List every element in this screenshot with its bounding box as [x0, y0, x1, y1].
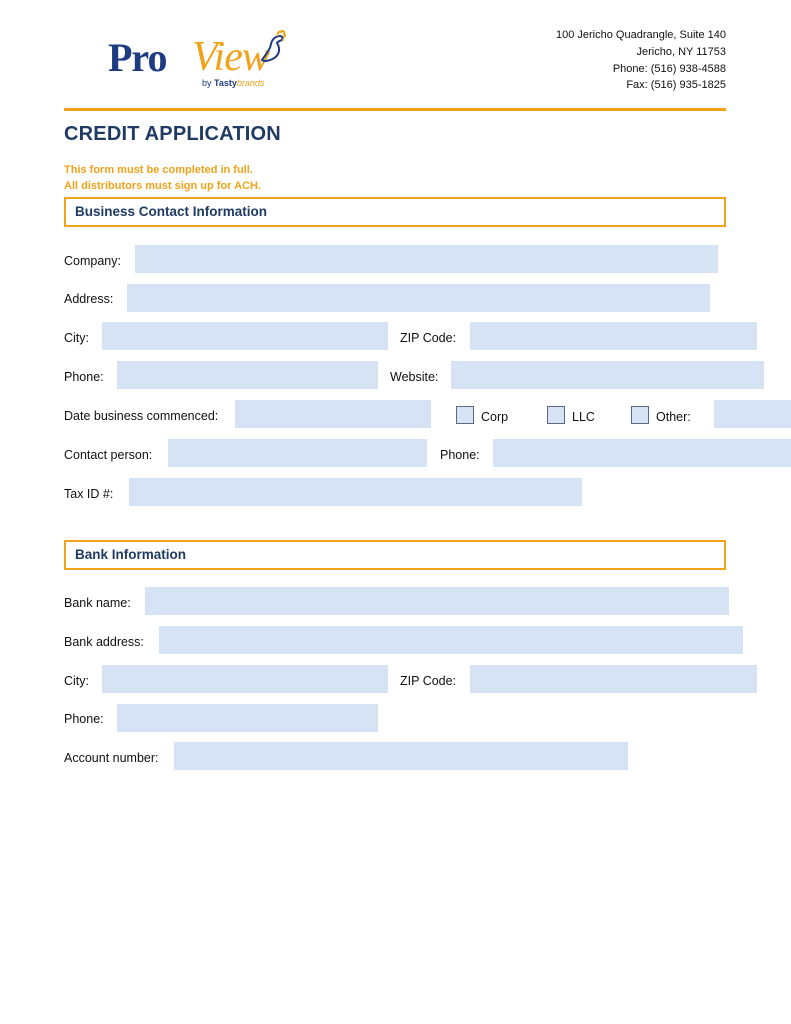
- date-commenced-label: Date business commenced:: [64, 409, 219, 423]
- bank-address-field[interactable]: [159, 626, 743, 654]
- bank-zip-label: ZIP Code:: [400, 674, 457, 688]
- account-number-label: Account number:: [64, 751, 159, 765]
- llc-label: LLC: [572, 410, 595, 424]
- contact-person-field[interactable]: [168, 439, 427, 467]
- website-field[interactable]: [451, 361, 764, 389]
- account-number-field[interactable]: [174, 742, 628, 770]
- city-field[interactable]: [102, 322, 388, 350]
- bank-section-header: [64, 540, 726, 570]
- logo-pro-text: Pro: [108, 35, 167, 80]
- instruction-note: All distributors must sign up for ACH.: [64, 180, 261, 192]
- address-field[interactable]: [127, 284, 710, 312]
- business-section-header: [64, 197, 726, 227]
- section-title: Bank Information: [75, 547, 187, 562]
- city-label: City:: [64, 331, 89, 345]
- proview-logo: [108, 30, 283, 92]
- llc-checkbox[interactable]: [547, 406, 565, 424]
- bank-name-field[interactable]: [145, 587, 729, 615]
- other-field[interactable]: [714, 400, 791, 428]
- tax-id-label: Tax ID #:: [64, 487, 114, 501]
- company-label: Company:: [64, 254, 121, 268]
- logo-view-text: View: [192, 34, 269, 80]
- contact-person-label: Contact person:: [64, 448, 153, 462]
- date-commenced-field[interactable]: [235, 400, 431, 428]
- fax-line: Fax: (516) 935-1825: [626, 79, 726, 92]
- address-label: Address:: [64, 292, 114, 306]
- tax-id-field[interactable]: [129, 478, 582, 506]
- other-checkbox[interactable]: [631, 406, 649, 424]
- header-divider: [64, 108, 726, 111]
- bank-zip-field[interactable]: [470, 665, 757, 693]
- corp-checkbox[interactable]: [456, 406, 474, 424]
- zip-field[interactable]: [470, 322, 757, 350]
- phone-field[interactable]: [117, 361, 378, 389]
- bank-city-field[interactable]: [102, 665, 388, 693]
- company-field[interactable]: [135, 245, 718, 273]
- contact-phone-label: Phone:: [440, 448, 480, 462]
- instruction-note: This form must be completed in full.: [64, 164, 253, 176]
- website-label: Website:: [390, 370, 439, 384]
- corp-label: Corp: [481, 410, 509, 424]
- rooster-icon: [256, 30, 286, 64]
- bank-name-label: Bank name:: [64, 596, 131, 610]
- company-address: [556, 27, 726, 94]
- contact-phone-field[interactable]: [493, 439, 791, 467]
- logo-byline: by Tastybrands: [202, 78, 265, 88]
- page-title: CREDIT APPLICATION: [64, 123, 281, 145]
- bank-address-label: Bank address:: [64, 635, 144, 649]
- other-label: Other:: [656, 410, 691, 424]
- address-line: Jericho, NY 11753: [636, 45, 726, 58]
- bank-phone-field[interactable]: [117, 704, 378, 732]
- address-line: 100 Jericho Quadrangle, Suite 140: [555, 29, 726, 41]
- bank-city-label: City:: [64, 674, 89, 688]
- phone-label: Phone:: [64, 370, 104, 384]
- zip-label: ZIP Code:: [400, 331, 457, 345]
- section-title: Business Contact Information: [75, 204, 268, 219]
- bank-phone-label: Phone:: [64, 712, 104, 726]
- phone-line: Phone: (516) 938-4588: [612, 62, 726, 75]
